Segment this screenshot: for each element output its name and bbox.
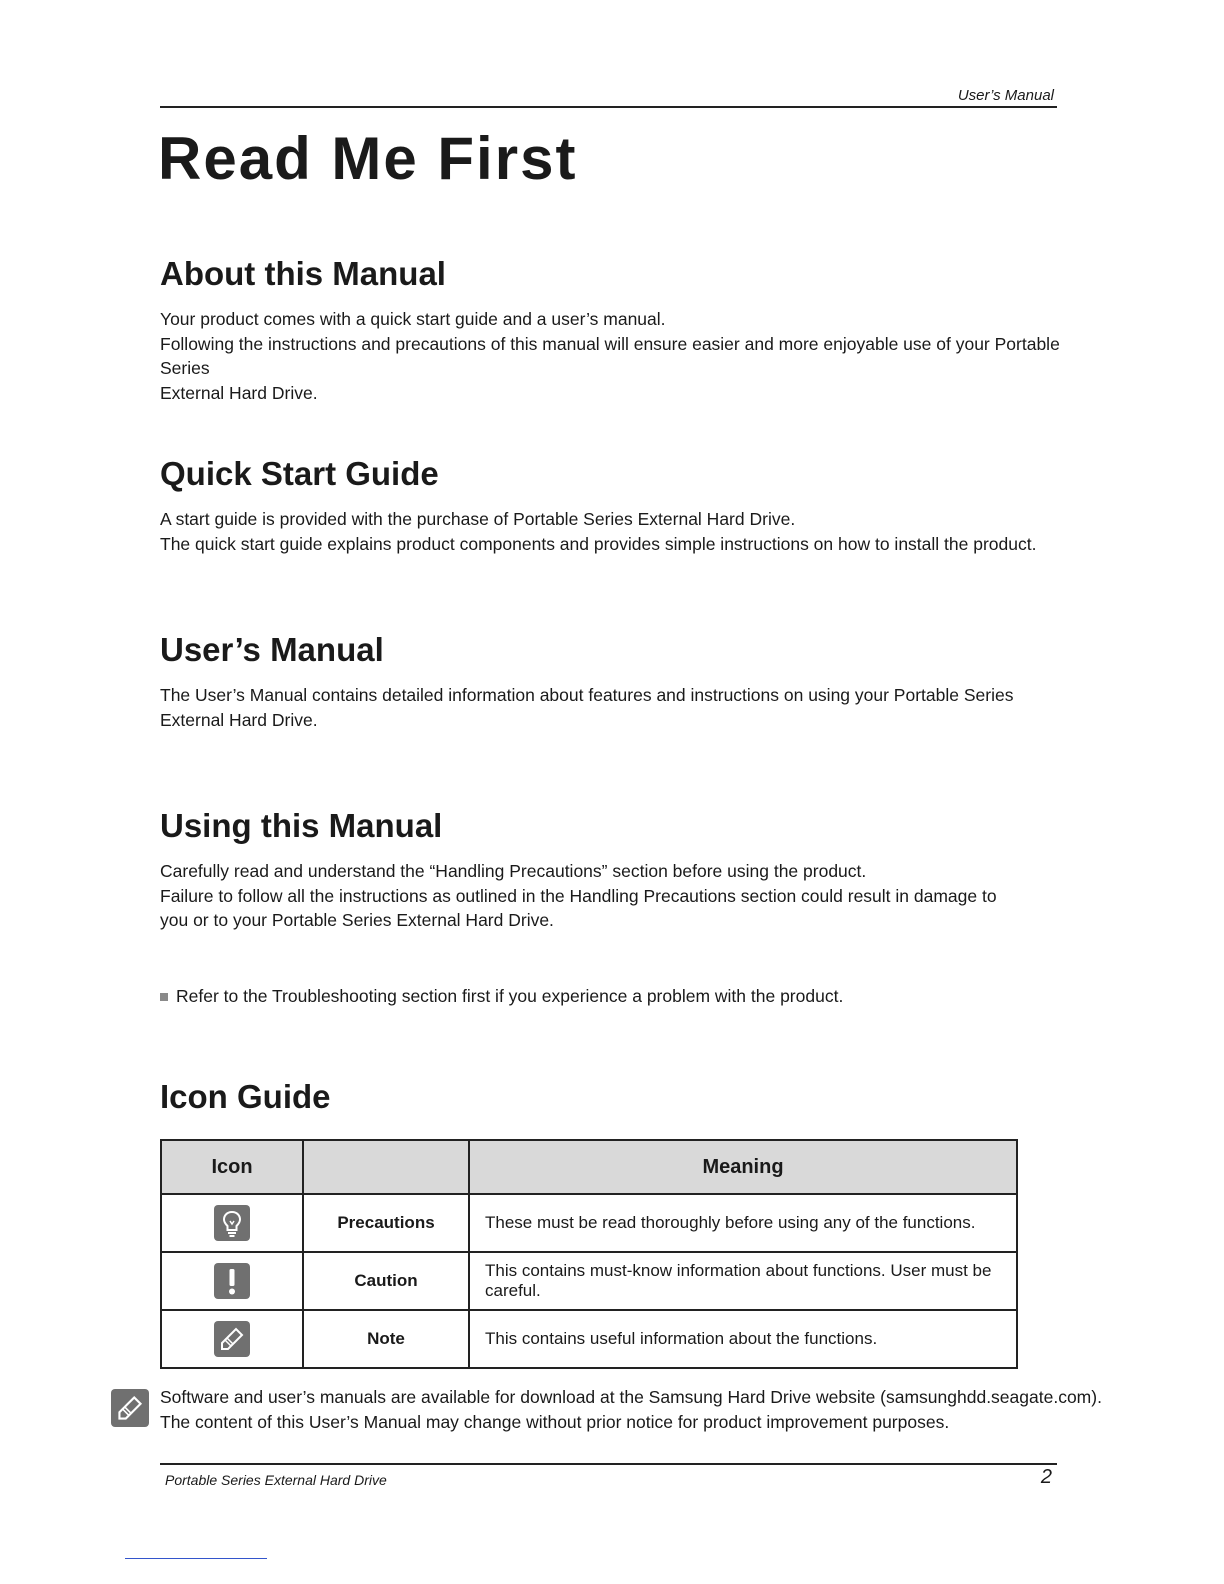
- lightbulb-icon: [214, 1205, 250, 1241]
- section-heading: User’s Manual: [160, 631, 384, 668]
- paragraph-line: Following the instructions and precautions of this manual will ensure easier and more enjoyable use of your Portable Series: [160, 333, 1060, 378]
- note-line: Software and user’s manuals are available for download at the Samsung Hard Drive website (samsunghdd.seagate.com).: [160, 1387, 1102, 1407]
- table-row: [161, 1194, 1017, 1252]
- icon-name: Precautions: [303, 1194, 469, 1252]
- icon-guide-table: [160, 1139, 1018, 1369]
- section-heading: About this Manual: [160, 255, 446, 292]
- section-users-manual: [160, 631, 1060, 732]
- icon-name: Caution: [303, 1252, 469, 1310]
- link-underline: [125, 1558, 267, 1559]
- icon-name: Note: [303, 1310, 469, 1368]
- paragraph-line: External Hard Drive.: [160, 382, 318, 403]
- icon-meaning: These must be read thoroughly before using any of the functions.: [469, 1194, 1017, 1252]
- section-using: [160, 807, 1060, 933]
- footer-rule: [160, 1463, 1057, 1465]
- running-header: User’s Manual: [957, 87, 1054, 104]
- paragraph-line: A start guide is provided with the purchase of Portable Series External Hard Drive.: [160, 509, 796, 529]
- icon-meaning: This contains useful information about the functions.: [469, 1310, 1017, 1368]
- section-heading: Quick Start Guide: [160, 455, 439, 492]
- page-number: 2: [1040, 1466, 1052, 1488]
- column-header-meaning: Meaning: [469, 1140, 1017, 1194]
- exclamation-icon: [214, 1263, 250, 1299]
- bullet-square-icon: [160, 993, 168, 1001]
- table-header-row: [161, 1140, 1017, 1194]
- note-line: The content of this User’s Manual may change without prior notice for product improvement purposes.: [160, 1411, 950, 1432]
- column-header-name: [303, 1140, 469, 1194]
- pencil-icon: [214, 1321, 250, 1357]
- page-title: Read Me First: [158, 125, 578, 192]
- section-about: [160, 255, 1060, 405]
- note-block: [160, 1385, 1102, 1434]
- table-row: [161, 1310, 1017, 1368]
- section-heading: Icon Guide: [160, 1078, 331, 1115]
- icon-meaning: This contains must-know information about functions. User must be careful.: [469, 1252, 1017, 1310]
- column-header-icon: Icon: [161, 1140, 303, 1194]
- paragraph-line: Your product comes with a quick start guide and a user’s manual.: [160, 309, 666, 329]
- note-pencil-icon: [111, 1389, 149, 1427]
- footer-label: Portable Series External Hard Drive: [165, 1472, 387, 1488]
- section-heading: Using this Manual: [160, 807, 443, 844]
- section-quick-start: [160, 455, 1060, 556]
- section-icon-guide: [160, 1078, 1060, 1130]
- paragraph-line: Failure to follow all the instructions as outlined in the Handling Precautions section could result in damage to: [160, 885, 997, 906]
- paragraph-line: External Hard Drive.: [160, 709, 318, 730]
- bullet-item: [160, 986, 843, 1007]
- table-row: [161, 1252, 1017, 1310]
- icon-cell: [161, 1310, 303, 1368]
- icon-cell: [161, 1252, 303, 1310]
- header-rule: [160, 106, 1057, 108]
- paragraph-line: you or to your Portable Series External Hard Drive.: [160, 910, 554, 930]
- paragraph-line: Carefully read and understand the “Handling Precautions” section before using the product.: [160, 861, 867, 881]
- icon-cell: [161, 1194, 303, 1252]
- paragraph-line: The quick start guide explains product components and provides simple instructions on how to install the product.: [160, 533, 1037, 554]
- paragraph-line: The User’s Manual contains detailed information about features and instructions on using your Portable Series: [160, 685, 1014, 705]
- bullet-text: Refer to the Troubleshooting section first if you experience a problem with the product.: [176, 986, 844, 1006]
